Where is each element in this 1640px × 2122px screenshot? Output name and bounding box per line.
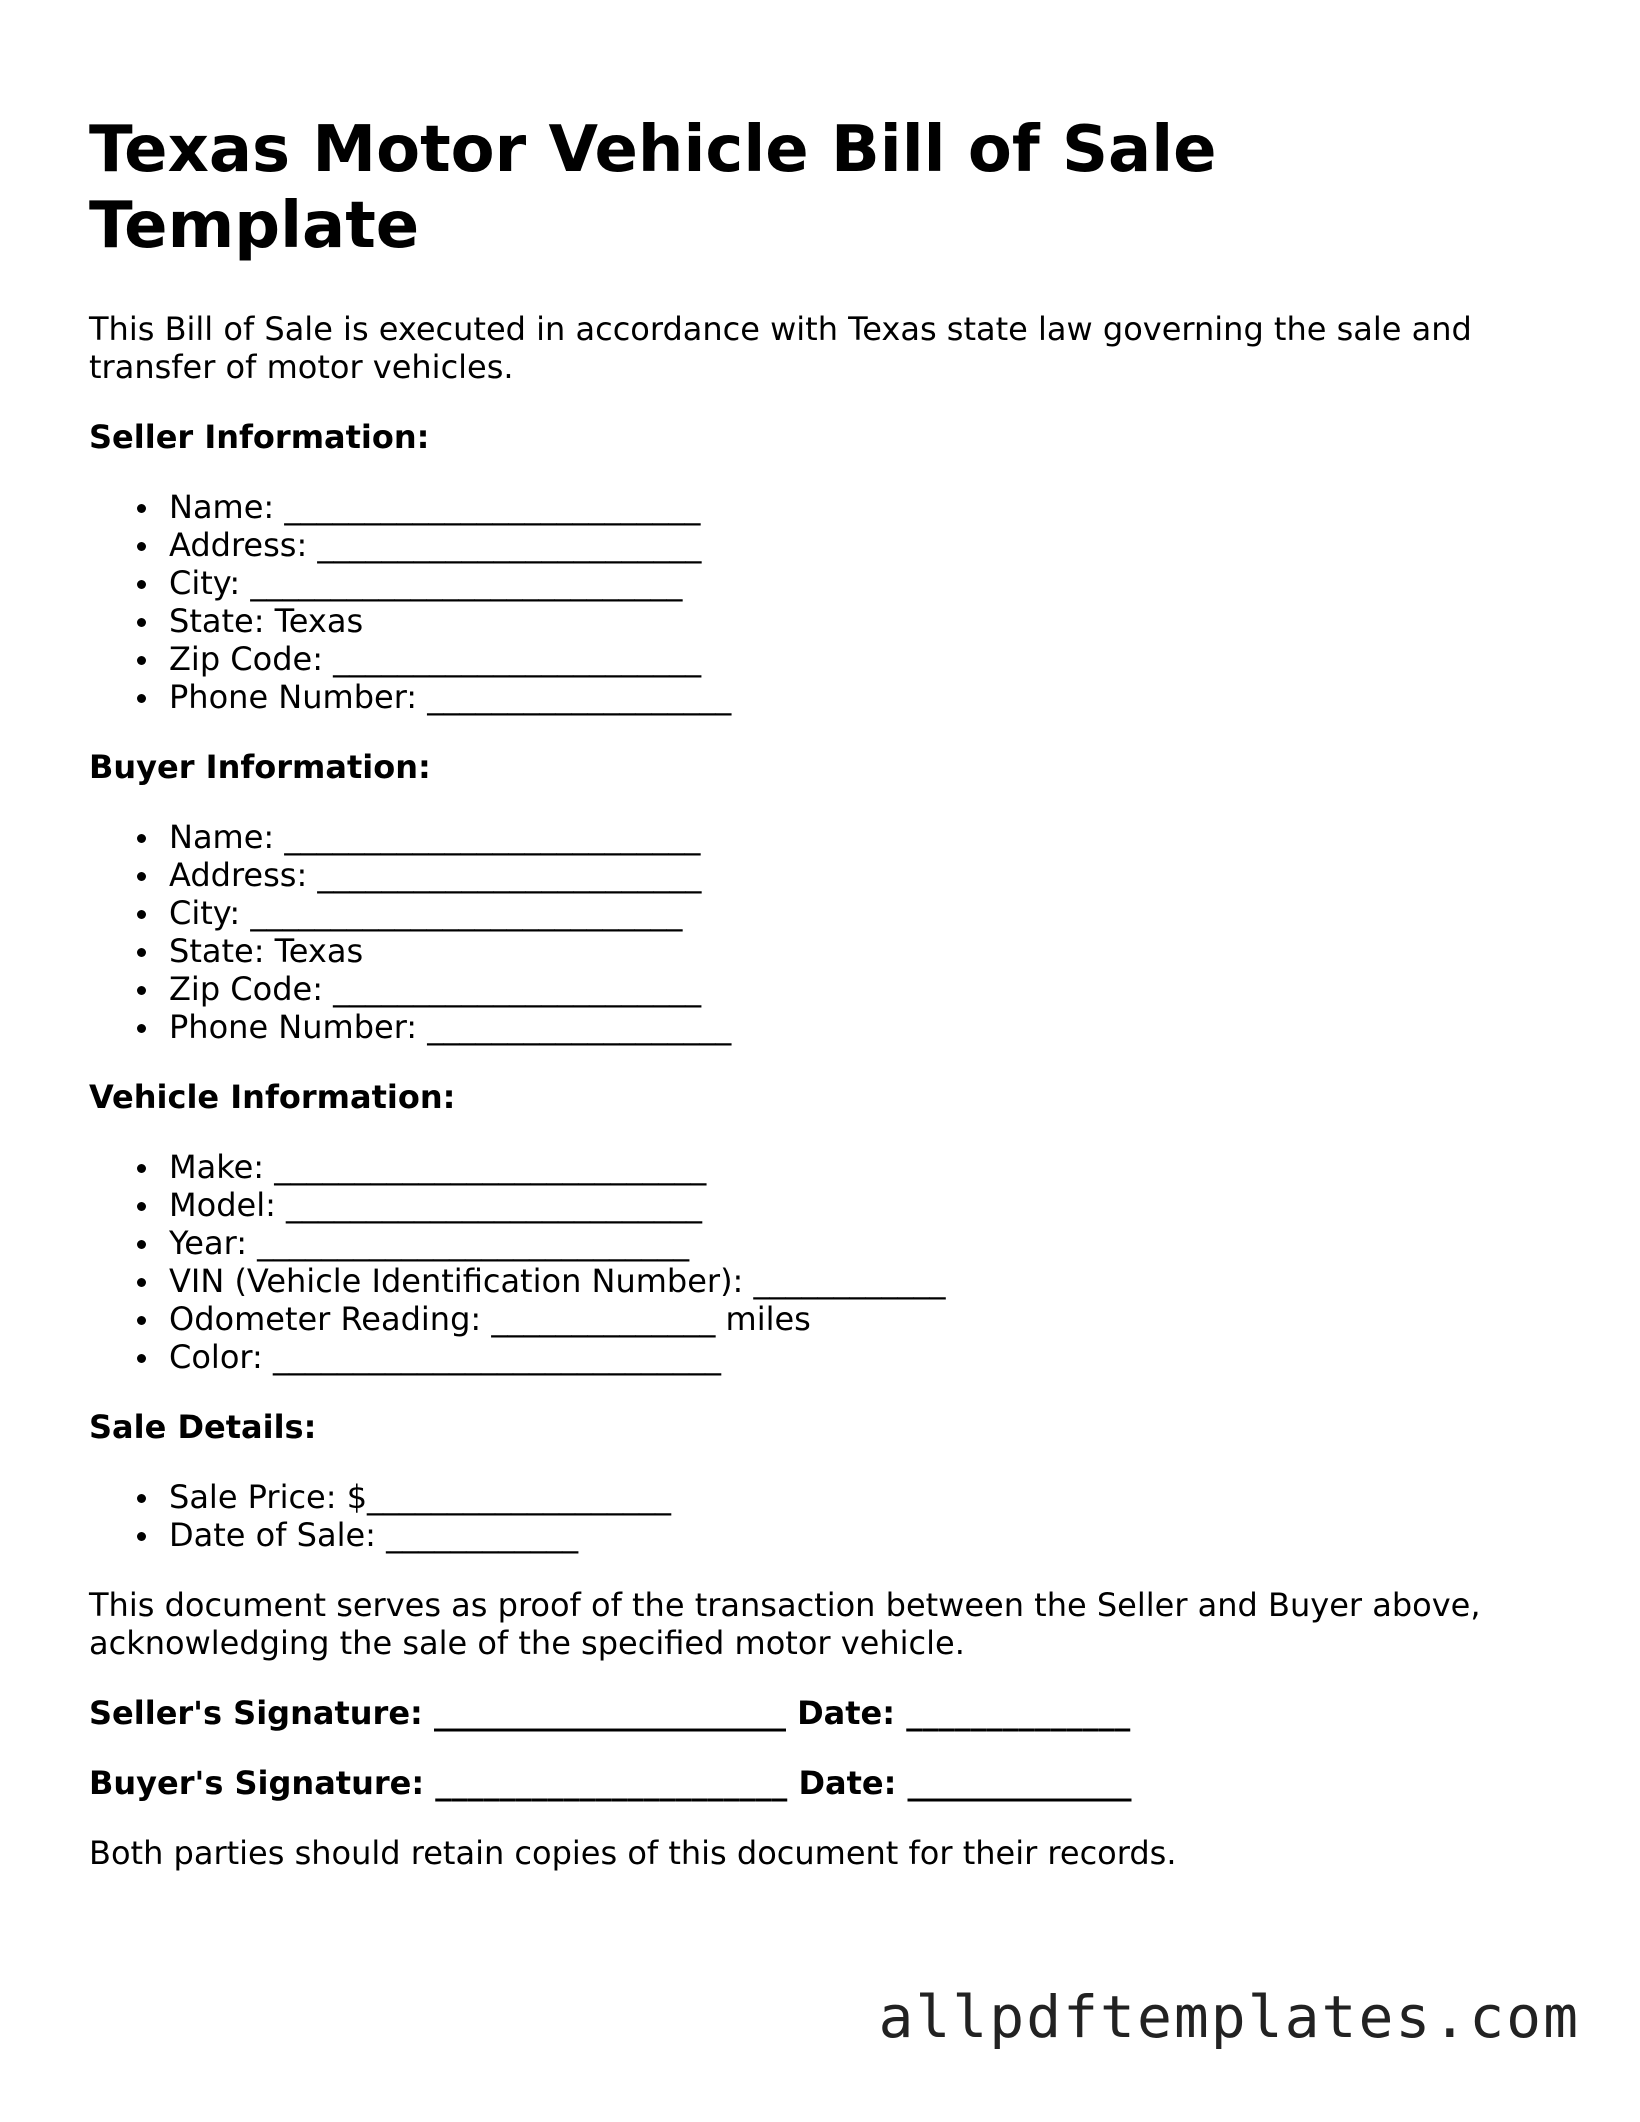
buyer-zip-field: Zip Code: _______________________ — [169, 970, 1549, 1008]
footer-note: Both parties should retain copies of this document for their records. — [89, 1834, 1177, 1872]
vehicle-make-field: Make: ___________________________ — [169, 1148, 1549, 1186]
watermark-text: allpdftemplates.com — [878, 1983, 1580, 2051]
buyer-state-field: State: Texas — [169, 932, 1549, 970]
buyer-phone-field: Phone Number: ___________________ — [169, 1008, 1549, 1046]
buyer-address-field: Address: ________________________ — [169, 856, 1549, 894]
seller-zip-field: Zip Code: _______________________ — [169, 640, 1549, 678]
seller-name-field: Name: __________________________ — [169, 488, 1549, 526]
vehicle-odometer-field: Odometer Reading: ______________ miles — [169, 1300, 1549, 1338]
seller-city-field: City: ___________________________ — [169, 564, 1549, 602]
buyer-heading: Buyer Information: — [89, 748, 431, 786]
buyer-city-field: City: ___________________________ — [169, 894, 1549, 932]
vehicle-color-field: Color: ____________________________ — [169, 1338, 1549, 1376]
seller-signature-line: Seller's Signature: ______________________ Date: ______________ — [89, 1694, 1131, 1732]
closing-paragraph: This document serves as proof of the transaction between the Seller and Buyer above, acknowledging the sale of the specified motor vehicle. — [89, 1586, 1481, 1662]
seller-state-field: State: Texas — [169, 602, 1549, 640]
buyer-list — [89, 818, 1549, 1046]
document-page — [89, 112, 1549, 1872]
vehicle-vin-field: VIN (Vehicle Identification Number): ____________ — [169, 1262, 1549, 1300]
buyer-name-field: Name: __________________________ — [169, 818, 1549, 856]
vehicle-year-field: Year: ___________________________ — [169, 1224, 1549, 1262]
sale-list — [89, 1478, 1549, 1554]
sale-date-field: Date of Sale: ____________ — [169, 1516, 1549, 1554]
seller-heading: Seller Information: — [89, 418, 430, 456]
sale-heading: Sale Details: — [89, 1408, 317, 1446]
seller-list — [89, 488, 1549, 716]
vehicle-model-field: Model: __________________________ — [169, 1186, 1549, 1224]
vehicle-list — [89, 1148, 1549, 1376]
page-title: Texas Motor Vehicle Bill of Sale Template — [89, 113, 1217, 263]
intro-paragraph: This Bill of Sale is executed in accordance with Texas state law governing the sale and transfer of motor vehicles. — [89, 310, 1472, 386]
sale-price-field: Sale Price: $___________________ — [169, 1478, 1549, 1516]
buyer-signature-line: Buyer's Signature: ______________________ Date: ______________ — [89, 1764, 1132, 1802]
seller-address-field: Address: ________________________ — [169, 526, 1549, 564]
seller-phone-field: Phone Number: ___________________ — [169, 678, 1549, 716]
vehicle-heading: Vehicle Information: — [89, 1078, 456, 1116]
